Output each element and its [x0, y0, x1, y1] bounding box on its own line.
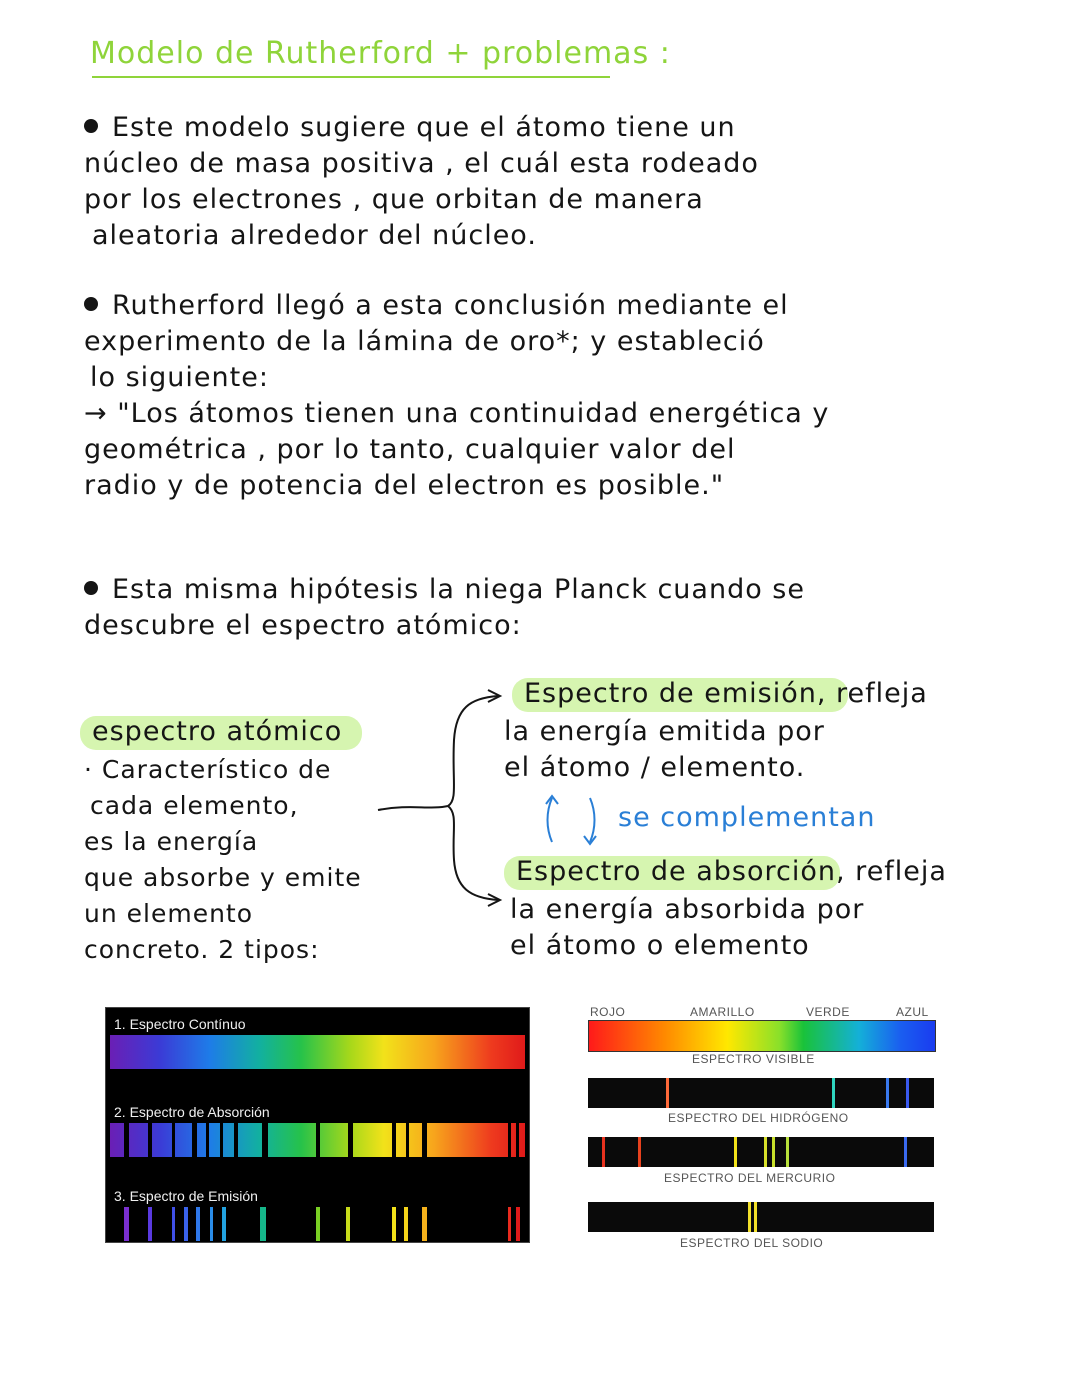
- text-line: que absorbe y emite: [84, 863, 362, 892]
- emission-line: [210, 1207, 213, 1241]
- title-underline: [92, 76, 610, 78]
- absorption-line: [392, 1123, 396, 1157]
- text-line: experimento de la lámina de oro*; y estableció: [84, 326, 765, 357]
- emission-line: [222, 1207, 226, 1241]
- heading-espectro-atomico: espectro atómico: [92, 716, 343, 747]
- label-continuo: 1. Espectro Contínuo: [114, 1016, 246, 1032]
- absorption-line: [220, 1123, 223, 1157]
- absorcion-text: [510, 892, 980, 964]
- text-line: aleatoria alrededor del núcleo.: [92, 220, 537, 251]
- emission-line: [508, 1207, 511, 1241]
- text-line: lo siguiente:: [90, 362, 269, 393]
- label-absorcion: 2. Espectro de Absorción: [114, 1104, 270, 1120]
- caption-sodio: ESPECTRO DEL SODIO: [680, 1236, 824, 1250]
- spectral-line: [772, 1137, 775, 1167]
- absorption-line: [422, 1123, 427, 1157]
- page-title: Modelo de Rutherford + problemas :: [90, 36, 671, 71]
- color-label-rojo: ROJO: [590, 1005, 626, 1019]
- heading-espectro-absorcion: [516, 854, 947, 890]
- paragraph-rutherford: [84, 288, 964, 504]
- spectral-line: [886, 1078, 889, 1108]
- caption-visible: ESPECTRO VISIBLE: [692, 1052, 815, 1066]
- text-line: la energía absorbida por: [510, 894, 865, 925]
- emision-tail: , refleja: [816, 678, 928, 709]
- text: Este modelo sugiere que el átomo tiene un: [112, 112, 736, 143]
- text-line: el átomo / elemento.: [504, 752, 806, 783]
- continuous-spectrum: [110, 1035, 525, 1069]
- emission-line: [516, 1207, 520, 1241]
- text-line: · Característico de: [84, 755, 332, 784]
- color-label-verde: VERDE: [806, 1005, 850, 1019]
- emission-line: [124, 1207, 129, 1241]
- absorption-line: [262, 1123, 268, 1157]
- hydrogen-spectrum: [588, 1078, 934, 1108]
- emission-line: [346, 1207, 350, 1241]
- spectral-line: [602, 1137, 605, 1167]
- absorption-line: [206, 1123, 209, 1157]
- paragraph-planck: [84, 572, 964, 644]
- text-line: [84, 288, 964, 324]
- spectral-line: [832, 1078, 835, 1108]
- color-label-azul: AZUL: [896, 1005, 929, 1019]
- complement-arrows-icon: [538, 792, 608, 848]
- brace-arrows: [370, 680, 520, 910]
- emission-line: [422, 1207, 427, 1241]
- text-line: [84, 572, 964, 608]
- text-line: el átomo o elemento: [510, 930, 810, 961]
- spectral-line: [734, 1137, 737, 1167]
- text-line: concreto. 2 tipos:: [84, 935, 320, 964]
- spectral-line: [764, 1137, 767, 1167]
- text-line: un elemento: [84, 899, 254, 928]
- spectral-line: [786, 1137, 789, 1167]
- text-line: geométrica , por lo tanto, cualquier valor del: [84, 434, 736, 465]
- caption-mercurio: ESPECTRO DEL MERCURIO: [664, 1171, 836, 1185]
- absorption-line: [124, 1123, 129, 1157]
- absorption-line: [148, 1123, 152, 1157]
- spectral-line: [748, 1202, 751, 1232]
- spectral-line: [906, 1078, 909, 1108]
- spectral-line: [754, 1202, 757, 1232]
- emission-line: [260, 1207, 266, 1241]
- emission-spectrum: [110, 1207, 525, 1241]
- absorption-line: [172, 1123, 175, 1157]
- emision-text: [504, 714, 974, 786]
- absorption-line: [516, 1123, 519, 1157]
- bullet-icon: [84, 297, 98, 311]
- text-line: cada elemento,: [90, 791, 299, 820]
- text-line: descubre el espectro atómico:: [84, 610, 522, 641]
- text-line: → "Los átomos tienen una continuidad energética y: [84, 398, 830, 429]
- absorcion-tail: , refleja: [836, 856, 947, 887]
- emission-line: [184, 1207, 188, 1241]
- absorption-line: [234, 1123, 238, 1157]
- label-emision: 3. Espectro de Emisión: [114, 1188, 258, 1204]
- text-line: es la energía: [84, 827, 259, 856]
- absorption-spectrum: [110, 1123, 525, 1157]
- absorcion-heading: Espectro de absorción: [516, 856, 837, 887]
- spectral-line: [904, 1137, 907, 1167]
- emission-line: [404, 1207, 408, 1241]
- text-line: núcleo de masa positiva , el cuál esta rodeado: [84, 148, 759, 179]
- bullet-icon: [84, 119, 98, 133]
- text: Rutherford llegó a esta conclusión mediante el: [112, 290, 789, 321]
- emission-line: [392, 1207, 396, 1241]
- sodium-spectrum: [588, 1202, 934, 1232]
- emission-line: [172, 1207, 175, 1241]
- emission-line: [196, 1207, 200, 1241]
- text-line: [84, 110, 964, 146]
- spectral-line: [638, 1137, 641, 1167]
- text-line: la energía emitida por: [504, 716, 825, 747]
- emission-line: [148, 1207, 152, 1241]
- absorption-line: [406, 1123, 409, 1157]
- left-definition: [84, 752, 384, 968]
- visible-spectrum: [588, 1020, 936, 1052]
- emision-heading: Espectro de emisión: [524, 678, 817, 709]
- complement-label: se complementan: [618, 802, 876, 833]
- absorption-line: [348, 1123, 353, 1157]
- mercury-spectrum: [588, 1137, 934, 1167]
- paragraph-model: [84, 110, 964, 254]
- spectrum-figure-left: [105, 1007, 530, 1243]
- heading-espectro-emision: [524, 676, 928, 712]
- bullet-icon: [84, 581, 98, 595]
- text-line: por los electrones , que orbitan de manera: [84, 184, 704, 215]
- absorption-line: [192, 1123, 197, 1157]
- text-line: radio y de potencia del electron es posible.": [84, 470, 725, 501]
- color-label-amarillo: AMARILLO: [690, 1005, 755, 1019]
- text: Esta misma hipótesis la niega Planck cuando se: [112, 574, 805, 605]
- emission-line: [316, 1207, 320, 1241]
- absorption-line: [316, 1123, 320, 1157]
- spectral-line: [666, 1078, 669, 1108]
- absorption-line: [508, 1123, 511, 1157]
- caption-hidrogeno: ESPECTRO DEL HIDRÓGENO: [668, 1111, 849, 1125]
